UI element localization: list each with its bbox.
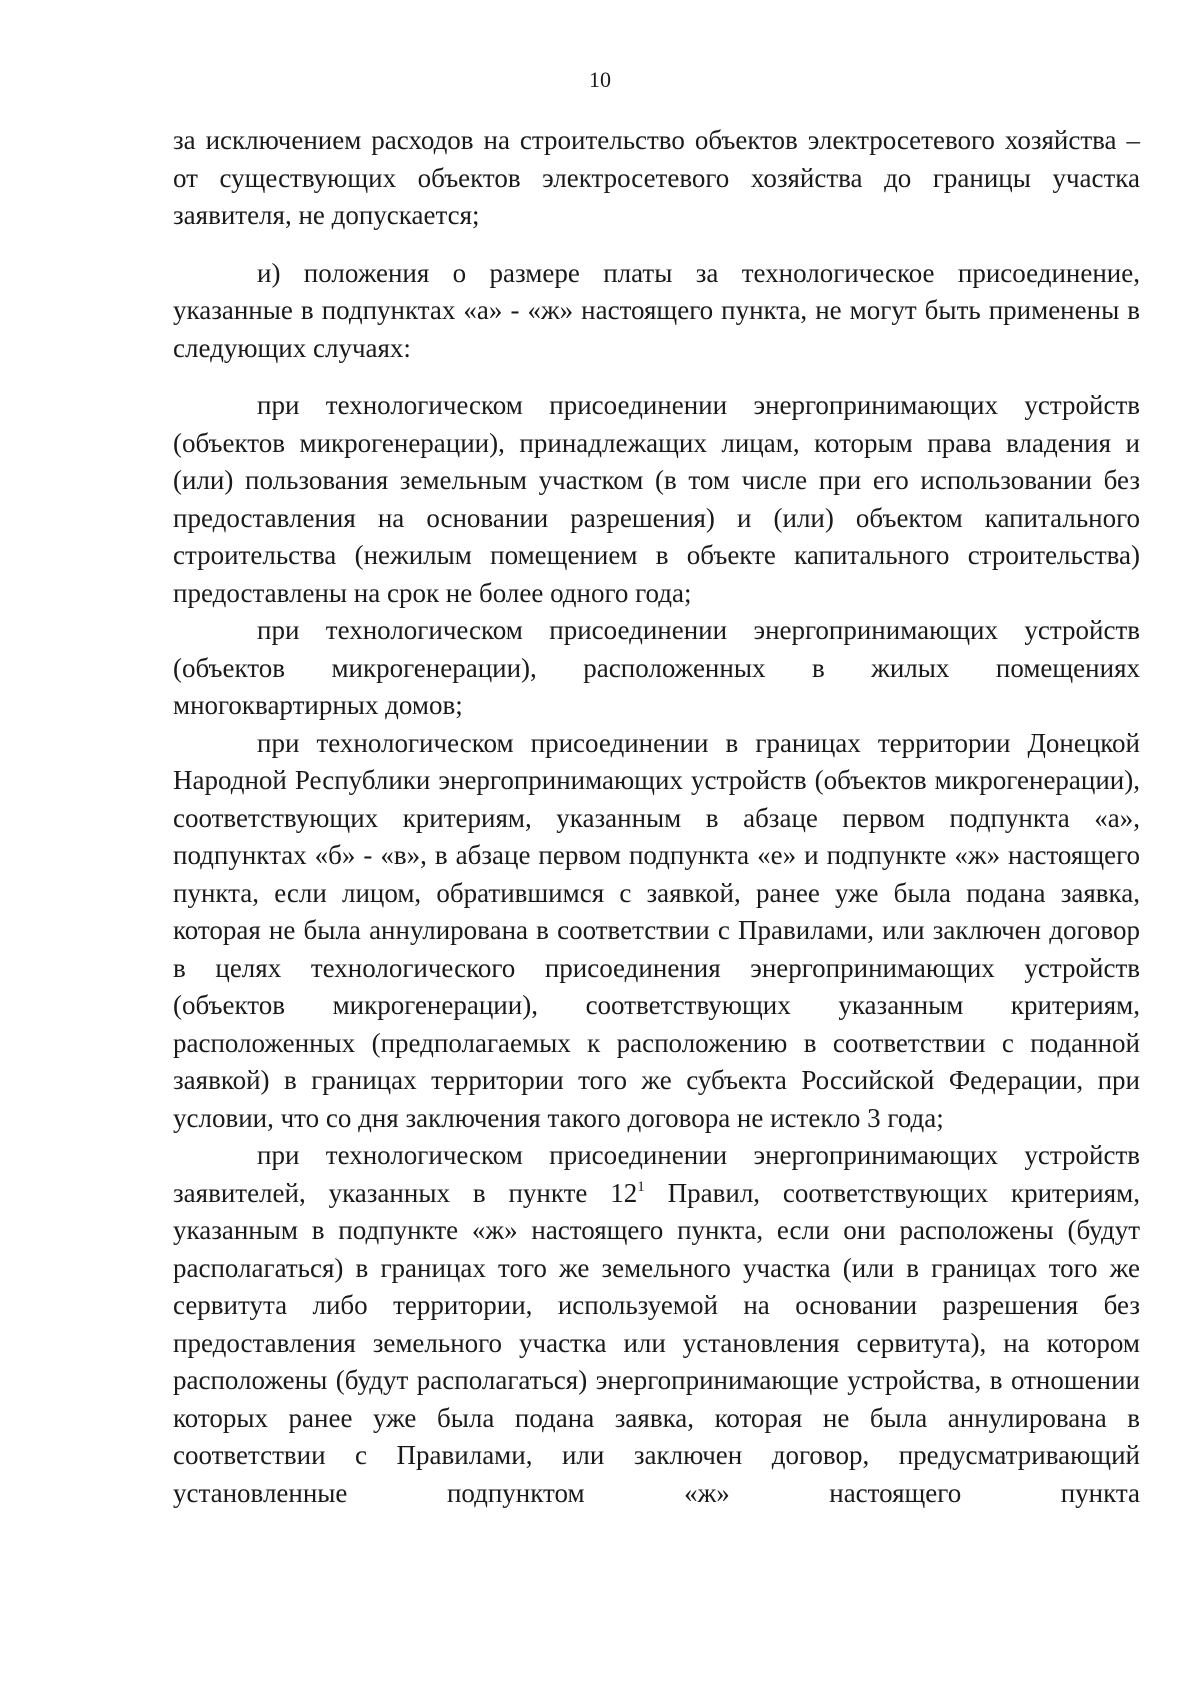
paragraph-text-part: при технологическом присоединении энергопринимающих устройств заявителей, указанных в пункте 12 (173, 1140, 1140, 1208)
paragraph-case-donetsk-republic: при технологическом присоединении в границах территории Донецкой Народной Республики энергопринимающих устройств (объектов микрогенерации), соответствующих критериям, указанным в абзаце первом подпункта «а», подпунктах «б» - «в», в абзаце первом подпункта «е» и подпункте «ж» настоящего пункта, если лицом, обратившимся с заявкой, ранее уже была подана заявка, которая не была аннулирована в соответствии с Правилами, или заключен договор в целях технологического присоединения энергопринимающих устройств (объектов микрогенерации), соответствующих указанным критериям, расположенных (предполагаемых к расположению в соответствии с поданной заявкой) в границах территории того же субъекта Российской Федерации, при условии, что со дня заключения такого договора не истекло 3 года; (173, 727, 1140, 1133)
paragraph-continuation: за исключением расходов на строительство объектов электросетевого хозяйства – от существующих объектов электросетевого хозяйства до границы участка заявителя, не допускается; (173, 125, 1140, 230)
paragraph-case-short-term-rights: при технологическом присоединении энергопринимающих устройств (объектов микрогенерации), принадлежащих лицам, которым права владения и (или) пользования земельным участком (в том числе при его использовании без предоставления на основании разрешения) и (или) объектом капитального строительства (нежилым помещением в объекте капитального строительства) предоставлены на срок не более одного года; (173, 390, 1140, 608)
page-number: 10 (589, 67, 611, 92)
paragraph-item-i: и) положения о размере платы за технологическое присоединение, указанные в подпунктах «а» - «ж» настоящего пункта, не могут быть применены в следующих случаях: (173, 257, 1140, 363)
superscript-number: 1 (637, 1178, 645, 1195)
paragraph-text-part: Правил, соответствующих критериям, указанным в подпункте «ж» настоящего пункта, если они расположены (будут располагаться) в границах того же земельного участка (или в границах того же сервитута либо территории, используемой на основании разрешения без предоставления земельного участка или установления сервитута), на котором расположены (будут располагаться) энергопринимающие устройства, в отношении которых ранее уже была подана заявка, которая не была аннулирована в соответствии с Правилами, или заключен договор, предусматривающий установленные подпунктом «ж» настоящего пункта (173, 1177, 1141, 1508)
paragraph-case-apartment-buildings: при технологическом присоединении энергопринимающих устройств (объектов микрогенерации), расположенных в жилых помещениях многоквартирных домов; (173, 615, 1140, 720)
paragraph-case-same-land-plot (173, 1137, 1140, 1512)
document-body (173, 122, 1140, 1512)
